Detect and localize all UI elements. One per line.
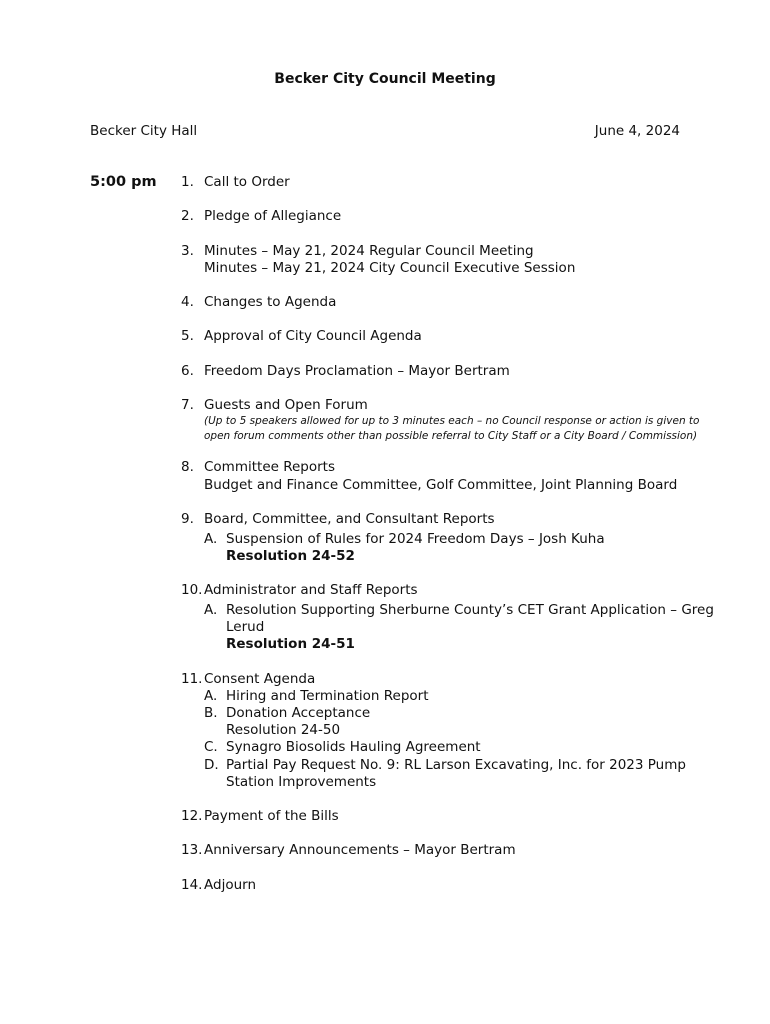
item-text: Anniversary Announcements – Mayor Bertram bbox=[204, 842, 516, 858]
agenda-item-2 bbox=[181, 208, 341, 225]
item-number: 8. bbox=[181, 459, 194, 475]
sub-item-letter: C. bbox=[204, 739, 218, 755]
sub-item-text: Resolution Supporting Sherburne County’s CET Grant Application – Greg bbox=[226, 602, 714, 618]
item-text: Changes to Agenda bbox=[204, 294, 337, 310]
sub-item bbox=[204, 531, 605, 548]
sub-item-continuation: Resolution 24-50 bbox=[226, 722, 341, 738]
sub-item-continuation: Lerud bbox=[226, 619, 265, 635]
agenda-item-6 bbox=[181, 363, 510, 380]
sub-item-text: Partial Pay Request No. 9: RL Larson Excavating, Inc. for 2023 Pump bbox=[226, 757, 686, 773]
sub-item-letter: A. bbox=[204, 602, 218, 618]
item-number: 4. bbox=[181, 294, 194, 310]
meeting-time: 5:00 pm bbox=[90, 174, 157, 190]
sub-item bbox=[204, 688, 429, 705]
item-text: Approval of City Council Agenda bbox=[204, 328, 422, 344]
item-number: 3. bbox=[181, 243, 194, 259]
agenda-item-3 bbox=[181, 243, 534, 260]
item-text: Minutes – May 21, 2024 Regular Council Meeting bbox=[204, 243, 534, 259]
sub-item-text: Hiring and Termination Report bbox=[226, 688, 429, 704]
item-text: Board, Committee, and Consultant Reports bbox=[204, 511, 495, 527]
sub-item-letter: D. bbox=[204, 757, 219, 773]
meeting-location: Becker City Hall bbox=[90, 123, 198, 139]
item-continuation: Budget and Finance Committee, Golf Committee, Joint Planning Board bbox=[204, 477, 678, 493]
agenda-item-13 bbox=[181, 842, 516, 859]
item-text: Guests and Open Forum bbox=[204, 397, 368, 413]
forum-note-line-1: (Up to 5 speakers allowed for up to 3 minutes each – no Council response or action is given to bbox=[204, 415, 700, 427]
resolution-label: Resolution 24-51 bbox=[226, 636, 355, 652]
item-text: Payment of the Bills bbox=[204, 808, 339, 824]
meeting-date: June 4, 2024 bbox=[594, 123, 680, 139]
item-number: 14. bbox=[181, 877, 203, 893]
item-number: 12. bbox=[181, 808, 203, 824]
sub-item-letter: B. bbox=[204, 705, 218, 721]
item-number: 13. bbox=[181, 842, 203, 858]
agenda-item-7 bbox=[181, 397, 368, 414]
item-number: 9. bbox=[181, 511, 194, 527]
agenda-item-10 bbox=[181, 582, 418, 599]
item-text: Call to Order bbox=[204, 174, 290, 190]
sub-item bbox=[204, 705, 370, 722]
sub-item-letter: A. bbox=[204, 688, 218, 704]
agenda-item-4 bbox=[181, 294, 336, 311]
item-text: Freedom Days Proclamation – Mayor Bertram bbox=[204, 363, 510, 379]
item-number: 7. bbox=[181, 397, 194, 413]
forum-note-line-2: open forum comments other than possible referral to City Staff or a City Board / Commission) bbox=[204, 430, 698, 442]
item-continuation: Minutes – May 21, 2024 City Council Executive Session bbox=[204, 260, 576, 276]
sub-item bbox=[204, 757, 686, 774]
page-title: Becker City Council Meeting bbox=[274, 71, 496, 87]
agenda-item-11 bbox=[181, 671, 315, 688]
agenda-item-1 bbox=[181, 174, 290, 191]
item-text: Administrator and Staff Reports bbox=[204, 582, 418, 598]
sub-item-text: Synagro Biosolids Hauling Agreement bbox=[226, 739, 481, 755]
agenda-item-14 bbox=[181, 877, 256, 894]
item-text: Adjourn bbox=[204, 877, 257, 893]
item-number: 10. bbox=[181, 582, 203, 598]
sub-item-continuation: Station Improvements bbox=[226, 774, 377, 790]
item-text: Committee Reports bbox=[204, 459, 336, 475]
sub-item-letter: A. bbox=[204, 531, 218, 547]
item-number: 5. bbox=[181, 328, 194, 344]
agenda-item-5 bbox=[181, 328, 422, 345]
sub-item-text: Donation Acceptance bbox=[226, 705, 371, 721]
agenda-item-8 bbox=[181, 459, 335, 476]
item-number: 1. bbox=[181, 174, 194, 190]
item-text: Pledge of Allegiance bbox=[204, 208, 342, 224]
item-number: 6. bbox=[181, 363, 194, 379]
item-number: 11. bbox=[181, 671, 203, 687]
item-text: Consent Agenda bbox=[204, 671, 316, 687]
resolution-label: Resolution 24-52 bbox=[226, 548, 355, 564]
sub-item bbox=[204, 602, 714, 619]
sub-item-text: Suspension of Rules for 2024 Freedom Days – Josh Kuha bbox=[226, 531, 605, 547]
agenda-item-12 bbox=[181, 808, 339, 825]
item-number: 2. bbox=[181, 208, 194, 224]
agenda-item-9 bbox=[181, 511, 495, 528]
sub-item bbox=[204, 739, 481, 756]
